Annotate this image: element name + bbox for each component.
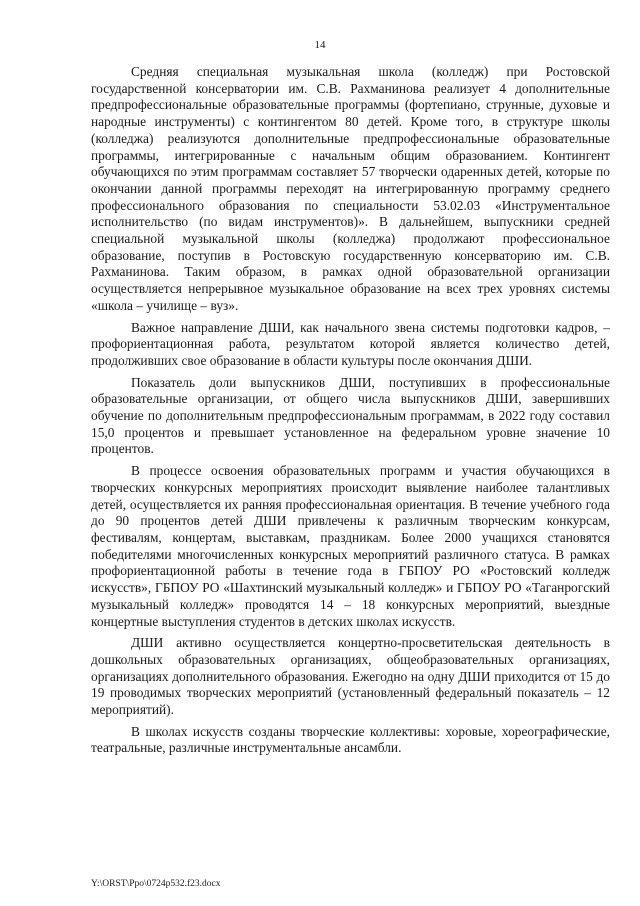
paragraph-competitions: В процессе освоения образовательных программ и участия обучающихся в творческих конкурсных мероприятиях происходит выявление наиболее талантливых детей, осуществляется их ранняя профессиональная ориентация. В течение учебного года до 90 процентов детей ДШИ привлечены к различным творческим конкурсам, фестивалям, концертам, выставкам, праздникам. Более 2000 учащихся становятся победителями многочисленных конкурсных мероприятий различного статуса. В рамках профориентационной работы в течение года в ГБПОУ РО «Ростовский колледж искусств», ГБПОУ РО «Шахтинский музыкальный колледж» и ГБПОУ РО «Таганрогский музыкальный колледж» проводятся 14 – 18 конкурсных мероприятий, выездные концертные выступления студентов в детских школах искусств. <box>91 463 610 629</box>
footer-file-path: Y:\ORST\Ppo\0724p532.f23.docx <box>91 879 221 889</box>
paragraph-career-guidance: Важное направление ДШИ, как начального звена системы подготовки кадров, – профориентационная работа, результатом которой является количество детей, продолживших свое образование в области культуры после окончания ДШИ. <box>91 319 610 368</box>
paragraph-music-school: Средняя специальная музыкальная школа (колледж) при Ростовской государственной консерватории им. С.В. Рахманинова реализует 4 дополнительные предпрофессиональные образовательные программы (фортепиано, струнные, духовые и народные инструменты) с контингентом 80 детей. Кроме того, в структуре школы (колледжа) реализуются дополнительные предпрофессиональные образовательные программы, интегрированные с начальным общим образованием. Контингент обучающихся по этим программам составляет 57 творчески одаренных детей, которые по окончании данной программы переходят на интегрированную программу среднего профессионального образования по специальности 53.02.03 «Инструментальное исполнительство (по видам инструментов)». В дальнейшем, выпускники средней специальной музыкальной школы (колледжа) продолжают профессиональное образование, поступив в Ростовскую государственную консерваторию им. С.В. Рахманинова. Таким образом, в рамках одной образовательной организации осуществляется непрерывное музыкальное образование на всех трех уровнях системы «школа – училище – вуз». <box>91 64 610 313</box>
paragraph-creative-groups: В школах искусств созданы творческие коллективы: хоровые, хореографические, театральные, различные инструментальные ансамбли. <box>91 723 610 756</box>
document-body <box>91 64 610 762</box>
page-number: 14 <box>314 39 326 51</box>
paragraph-concert-activity: ДШИ активно осуществляется концертно-просветительская деятельность в дошкольных образовательных организациях, общеобразовательных организациях, организациях дополнительного образования. Ежегодно на одну ДШИ приходится от 15 до 19 проводимых творческих мероприятий (установленный федеральный показатель – 12 мероприятий). <box>91 635 610 718</box>
paragraph-graduates-share: Показатель доли выпускников ДШИ, поступивших в профессиональные образовательные организации, от общего числа выпускников ДШИ, завершивших обучение по дополнительным предпрофессиональным программам, в 2022 году составил 15,0 процентов и превышает установленное на федеральном уровне значение 10 процентов. <box>91 374 610 457</box>
